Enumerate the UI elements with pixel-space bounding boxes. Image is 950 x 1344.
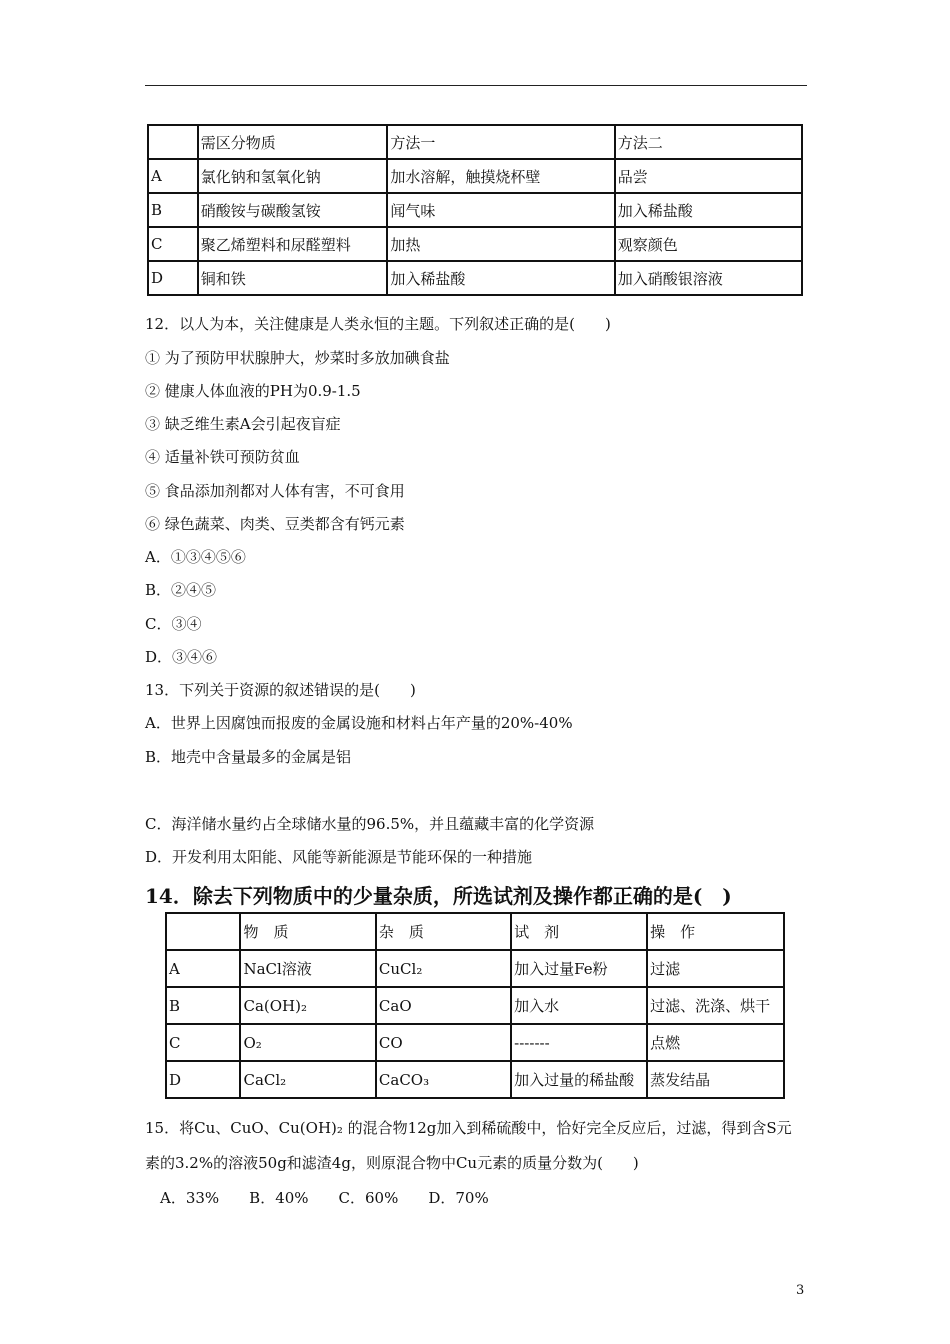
table-cell: 加入水 (511, 987, 647, 1024)
q13-option-c: C．海洋储水量约占全球储水量的96.5%，并且蕴藏丰富的化学资源 (145, 815, 595, 833)
table-cell: 点燃 (647, 1024, 784, 1061)
table-cell: D (148, 261, 198, 295)
table-cell: 观察颜色 (615, 227, 802, 261)
table-row (148, 159, 802, 193)
question-14-stem: 14．除去下列物质中的少量杂质，所选试剂及操作都正确的是( ) (145, 884, 732, 908)
q12-statement: ⑥ 绿色蔬菜、肉类、豆类都含有钙元素 (145, 515, 405, 533)
table-cell (148, 125, 198, 159)
table-cell: 加入过量的稀盐酸 (511, 1061, 647, 1098)
table-cell: ------- (511, 1024, 647, 1061)
table-cell: 加热 (387, 227, 614, 261)
table-cell: 氯化钠和氢氧化钠 (198, 159, 388, 193)
table-cell: CaCO₃ (376, 1061, 511, 1098)
table-cell: 蒸发结晶 (647, 1061, 784, 1098)
table-row (166, 950, 784, 987)
table-cell: 杂 质 (376, 913, 511, 950)
q12-option-d: D．③④⑥ (145, 648, 218, 666)
question-15-stem-line1: 15．将Cu、CuO、Cu(OH)₂ 的混合物12g加入到稀硫酸中，恰好完全反应后，过滤，得到含S元 (145, 1119, 792, 1137)
table-cell: 过滤 (647, 950, 784, 987)
table-cell: 方法二 (615, 125, 802, 159)
table-cell: 需区分物质 (198, 125, 388, 159)
table-row (166, 987, 784, 1024)
q12-option-b: B．②④⑤ (145, 581, 217, 599)
q13-option-b: B．地壳中含量最多的金属是铝 (145, 748, 352, 766)
table-cell: CaO (376, 987, 511, 1024)
table-cell: D (166, 1061, 240, 1098)
q12-option-a: A．①③④⑤⑥ (145, 548, 246, 566)
table-cell: 方法一 (387, 125, 614, 159)
q12-statement: ② 健康人体血液的PH为0.9-1.5 (145, 382, 361, 400)
q12-statement: ③ 缺乏维生素A会引起夜盲症 (145, 415, 341, 433)
table-cell: 聚乙烯塑料和尿醛塑料 (198, 227, 388, 261)
table-row (166, 1061, 784, 1098)
table-cell: NaCl溶液 (240, 950, 375, 987)
table-cell: 试 剂 (511, 913, 647, 950)
q13-option-d: D．开发利用太阳能、风能等新能源是节能环保的一种措施 (145, 848, 533, 866)
q13-option-a: A．世界上因腐蚀而报废的金属设施和材料占年产量的20%-40% (145, 714, 573, 732)
table-row (148, 261, 802, 295)
table-row (148, 227, 802, 261)
table-cell: A (148, 159, 198, 193)
question-12-stem: 12．以人为本，关注健康是人类永恒的主题。下列叙述正确的是( ) (145, 315, 611, 333)
table-cell: C (166, 1024, 240, 1061)
table-header-row (166, 913, 784, 950)
table-cell: 加入稀盐酸 (615, 193, 802, 227)
table-cell: C (148, 227, 198, 261)
table-cell: 闻气味 (387, 193, 614, 227)
table-cell: 过滤、洗涤、烘干 (647, 987, 784, 1024)
table-cell: CaCl₂ (240, 1061, 375, 1098)
table-row (166, 1024, 784, 1061)
table-cell: B (148, 193, 198, 227)
table-cell: 加水溶解，触摸烧杯壁 (387, 159, 614, 193)
table-cell: 硝酸铵与碳酸氢铵 (198, 193, 388, 227)
page-number: 3 (796, 1283, 805, 1298)
q15-options: A．33% B．40% C．60% D．70% (160, 1189, 489, 1207)
table-cell: O₂ (240, 1024, 375, 1061)
table-cell: A (166, 950, 240, 987)
q12-option-c: C．③④ (145, 615, 202, 633)
question-15-stem-line2: 素的3.2%的溶液50g和滤渣4g，则原混合物中Cu元素的质量分数为( ) (145, 1154, 639, 1172)
table-row (148, 193, 802, 227)
q12-statement: ⑤ 食品添加剂都对人体有害，不可食用 (145, 482, 405, 500)
table-cell (166, 913, 240, 950)
table-header-row (148, 125, 802, 159)
table-cell: B (166, 987, 240, 1024)
table-cell: 加入过量Fe粉 (511, 950, 647, 987)
table-cell: 铜和铁 (198, 261, 388, 295)
table-cell: Ca(OH)₂ (240, 987, 375, 1024)
table-cell: 操 作 (647, 913, 784, 950)
table-cell: 加入硝酸银溶液 (615, 261, 802, 295)
table-substance-identification (147, 124, 803, 296)
table-cell: CuCl₂ (376, 950, 511, 987)
q12-statement: ① 为了预防甲状腺肿大，炒菜时多放加碘食盐 (145, 349, 450, 367)
q12-statement: ④ 适量补铁可预防贫血 (145, 448, 300, 466)
table-cell: CO (376, 1024, 511, 1061)
header-rule (145, 85, 807, 86)
table-cell: 加入稀盐酸 (387, 261, 614, 295)
table-impurity-removal (165, 912, 785, 1099)
question-13-stem: 13．下列关于资源的叙述错误的是( ) (145, 681, 416, 699)
table-cell: 物 质 (240, 913, 375, 950)
table-cell: 品尝 (615, 159, 802, 193)
